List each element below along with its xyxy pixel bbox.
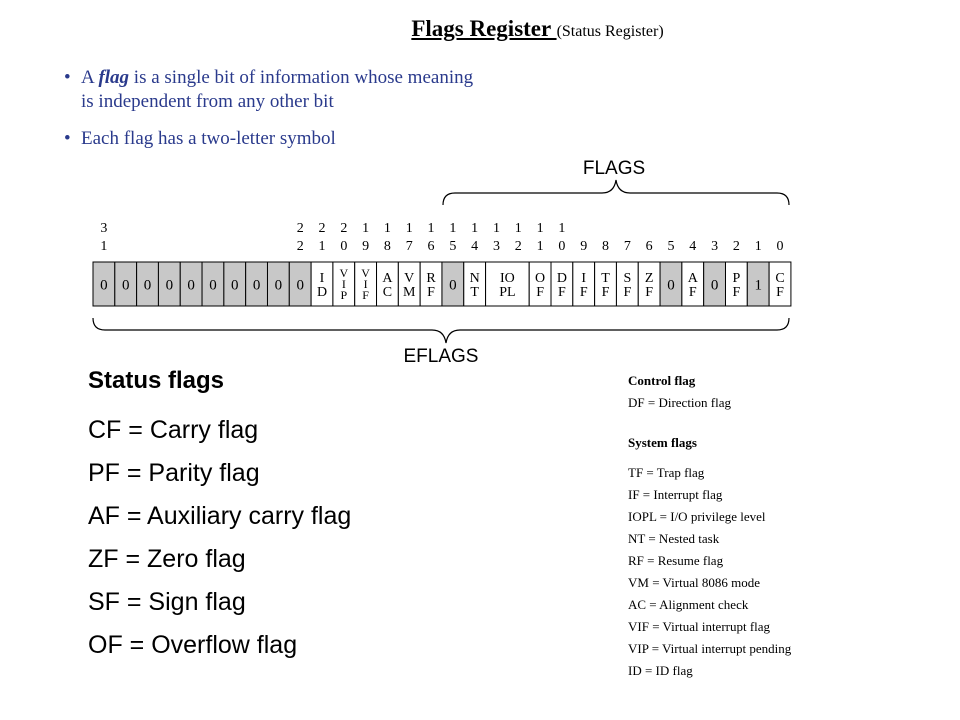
bullet1-emphasis: flag — [98, 67, 130, 88]
bit-number: 2 — [318, 221, 326, 236]
system-flag-item: NT = Nested task — [628, 531, 720, 546]
bit-cell-label: F — [362, 288, 369, 303]
bit-number: 1 — [536, 239, 544, 254]
bullet2-text: Each flag has a two-letter symbol — [81, 128, 336, 149]
bit-number: 1 — [362, 221, 370, 236]
bit-cell-label: V — [339, 266, 349, 281]
system-flag-item: ID = ID flag — [628, 663, 693, 678]
bit-cell-label: A — [687, 270, 698, 286]
bit-number: 8 — [383, 239, 391, 254]
bit-number-headers — [100, 221, 783, 254]
control-flag-heading: Control flag — [628, 373, 696, 388]
bit-number: 1 — [427, 221, 435, 236]
system-flag-item: VIP = Virtual interrupt pending — [628, 641, 792, 656]
bit-number: 2 — [296, 221, 304, 236]
bit-cell-label: I — [581, 270, 587, 286]
bit-number: 2 — [296, 239, 304, 254]
bit-cell-label: F — [427, 284, 435, 300]
bit-cell-label: F — [558, 284, 566, 300]
bit-cell-label: R — [426, 270, 436, 286]
bullet1-text: is a single bit of information whose meaning — [129, 67, 474, 88]
status-flags-heading: Status flags — [88, 367, 225, 394]
register-bit-cells — [93, 262, 791, 306]
bit-number: 3 — [100, 221, 108, 236]
bit-cell-label: T — [601, 270, 610, 286]
bit-cell-label: P — [340, 288, 348, 303]
bit-number: 1 — [492, 221, 500, 236]
bit-cell-label: C — [775, 270, 785, 286]
bit-cell-label: C — [382, 284, 393, 300]
eflags-brace — [93, 318, 789, 343]
system-flag-item: IOPL = I/O privilege level — [628, 509, 766, 524]
bit-number: 6 — [427, 239, 435, 254]
bit-cell-label: 0 — [667, 277, 675, 294]
bit-cell-label: 0 — [121, 277, 130, 294]
bit-number: 5 — [667, 239, 675, 254]
bit-number: 8 — [602, 239, 610, 254]
system-flag-item: TF = Trap flag — [628, 465, 705, 480]
bit-cell-label: V — [404, 270, 415, 286]
bit-cell-label: 0 — [449, 277, 457, 294]
bit-number: 4 — [471, 239, 479, 254]
bit-number: 1 — [383, 221, 391, 236]
bit-cell-label: F — [688, 284, 697, 300]
bit-cell-label: 1 — [754, 277, 762, 294]
bit-number: 9 — [580, 239, 588, 254]
bit-number: 2 — [340, 221, 348, 236]
bit-cell-label: PL — [499, 284, 516, 300]
system-flag-item: VM = Virtual 8086 mode — [628, 575, 760, 590]
bit-cell-label: F — [776, 284, 784, 300]
bit-number: 7 — [623, 239, 631, 254]
status-flag-item: PF = Parity flag — [88, 459, 260, 487]
bit-cell-label: 0 — [187, 277, 195, 294]
bit-number: 1 — [318, 239, 326, 254]
bit-cell-label: F — [536, 284, 545, 300]
bit-cell-label: I — [341, 277, 346, 292]
status-flag-item: SF = Sign flag — [88, 588, 246, 616]
control-flag-item: DF = Direction flag — [628, 395, 732, 410]
flag-legend — [628, 370, 791, 682]
bullet-dot-icon: • — [64, 67, 71, 88]
bit-number: 2 — [514, 239, 522, 254]
bit-cell-label: F — [623, 284, 632, 300]
bit-cell-label: A — [382, 270, 393, 286]
status-flag-item: AF = Auxiliary carry flag — [88, 502, 352, 530]
system-flag-item: RF = Resume flag — [628, 553, 724, 568]
bit-cell-label: I — [319, 270, 325, 286]
system-flag-item: VIF = Virtual interrupt flag — [628, 619, 771, 634]
bit-number: 1 — [471, 221, 479, 236]
bullet1-line2: is independent from any other bit — [81, 91, 334, 112]
bit-cell-label: I — [363, 277, 368, 292]
system-flag-item: IF = Interrupt flag — [628, 487, 723, 502]
bit-cell-label: F — [601, 284, 610, 300]
bit-number: 2 — [732, 239, 740, 254]
eflags-label: EFLAGS — [403, 346, 479, 367]
title-sub: (Status Register) — [556, 23, 664, 40]
title-main: Flags Register — [411, 16, 557, 41]
bullet1-prefix: A — [81, 67, 99, 88]
bit-number: 1 — [405, 221, 413, 236]
bit-cell-label: 0 — [165, 277, 174, 294]
status-flag-item: OF = Overflow flag — [88, 631, 298, 659]
bit-cell-label: 0 — [100, 277, 108, 294]
bit-number: 9 — [362, 239, 370, 254]
bit-cell-label: 0 — [252, 277, 261, 294]
status-flag-item: CF = Carry flag — [88, 416, 259, 444]
system-flags-heading: System flags — [628, 435, 697, 450]
bit-number: 3 — [711, 239, 719, 254]
bit-number: 4 — [689, 239, 697, 254]
bit-number: 0 — [558, 239, 566, 254]
bit-cell-label: T — [470, 284, 479, 300]
bit-cell-label: 0 — [231, 277, 239, 294]
bit-number: 0 — [340, 239, 348, 254]
bit-cell-label: S — [623, 270, 632, 286]
bit-cell-label: V — [361, 266, 370, 281]
bit-cell-label: D — [556, 270, 567, 286]
bit-cell-label: N — [469, 270, 480, 286]
bit-number: 1 — [536, 221, 544, 236]
bit-cell-label: F — [645, 284, 654, 300]
bit-number: 7 — [405, 239, 413, 254]
bit-cell-label: 0 — [274, 277, 283, 294]
bit-cell-label: D — [316, 284, 328, 300]
bit-number: 1 — [449, 221, 457, 236]
bullet-dot-icon: • — [64, 128, 71, 149]
bit-number: 0 — [776, 239, 784, 254]
bit-number: 1 — [514, 221, 522, 236]
bit-number: 6 — [645, 239, 653, 254]
bit-number: 1 — [558, 221, 566, 236]
bit-cell-label: IO — [499, 270, 515, 286]
flags-label: FLAGS — [582, 158, 646, 179]
bit-number: 1 — [100, 239, 108, 254]
bit-cell-label: 0 — [710, 277, 719, 294]
bit-number: 3 — [492, 239, 500, 254]
status-flags-list — [88, 367, 351, 667]
bit-cell-label: O — [535, 270, 546, 286]
system-flag-item: AC = Alignment check — [628, 597, 749, 612]
bit-cell-label: 0 — [296, 277, 304, 294]
flags-brace — [443, 180, 789, 205]
bit-cell-label: M — [403, 284, 416, 300]
bit-cell-label: P — [732, 270, 741, 286]
bit-cell-label: Z — [644, 270, 654, 286]
bit-cell-label: F — [732, 284, 741, 300]
bit-number: 5 — [449, 239, 457, 254]
bit-cell-label: F — [579, 284, 588, 300]
bit-number: 1 — [754, 239, 762, 254]
bit-cell-label: 0 — [143, 277, 152, 294]
bit-cell-label: 0 — [209, 277, 217, 294]
status-flag-item: ZF = Zero flag — [88, 545, 246, 573]
